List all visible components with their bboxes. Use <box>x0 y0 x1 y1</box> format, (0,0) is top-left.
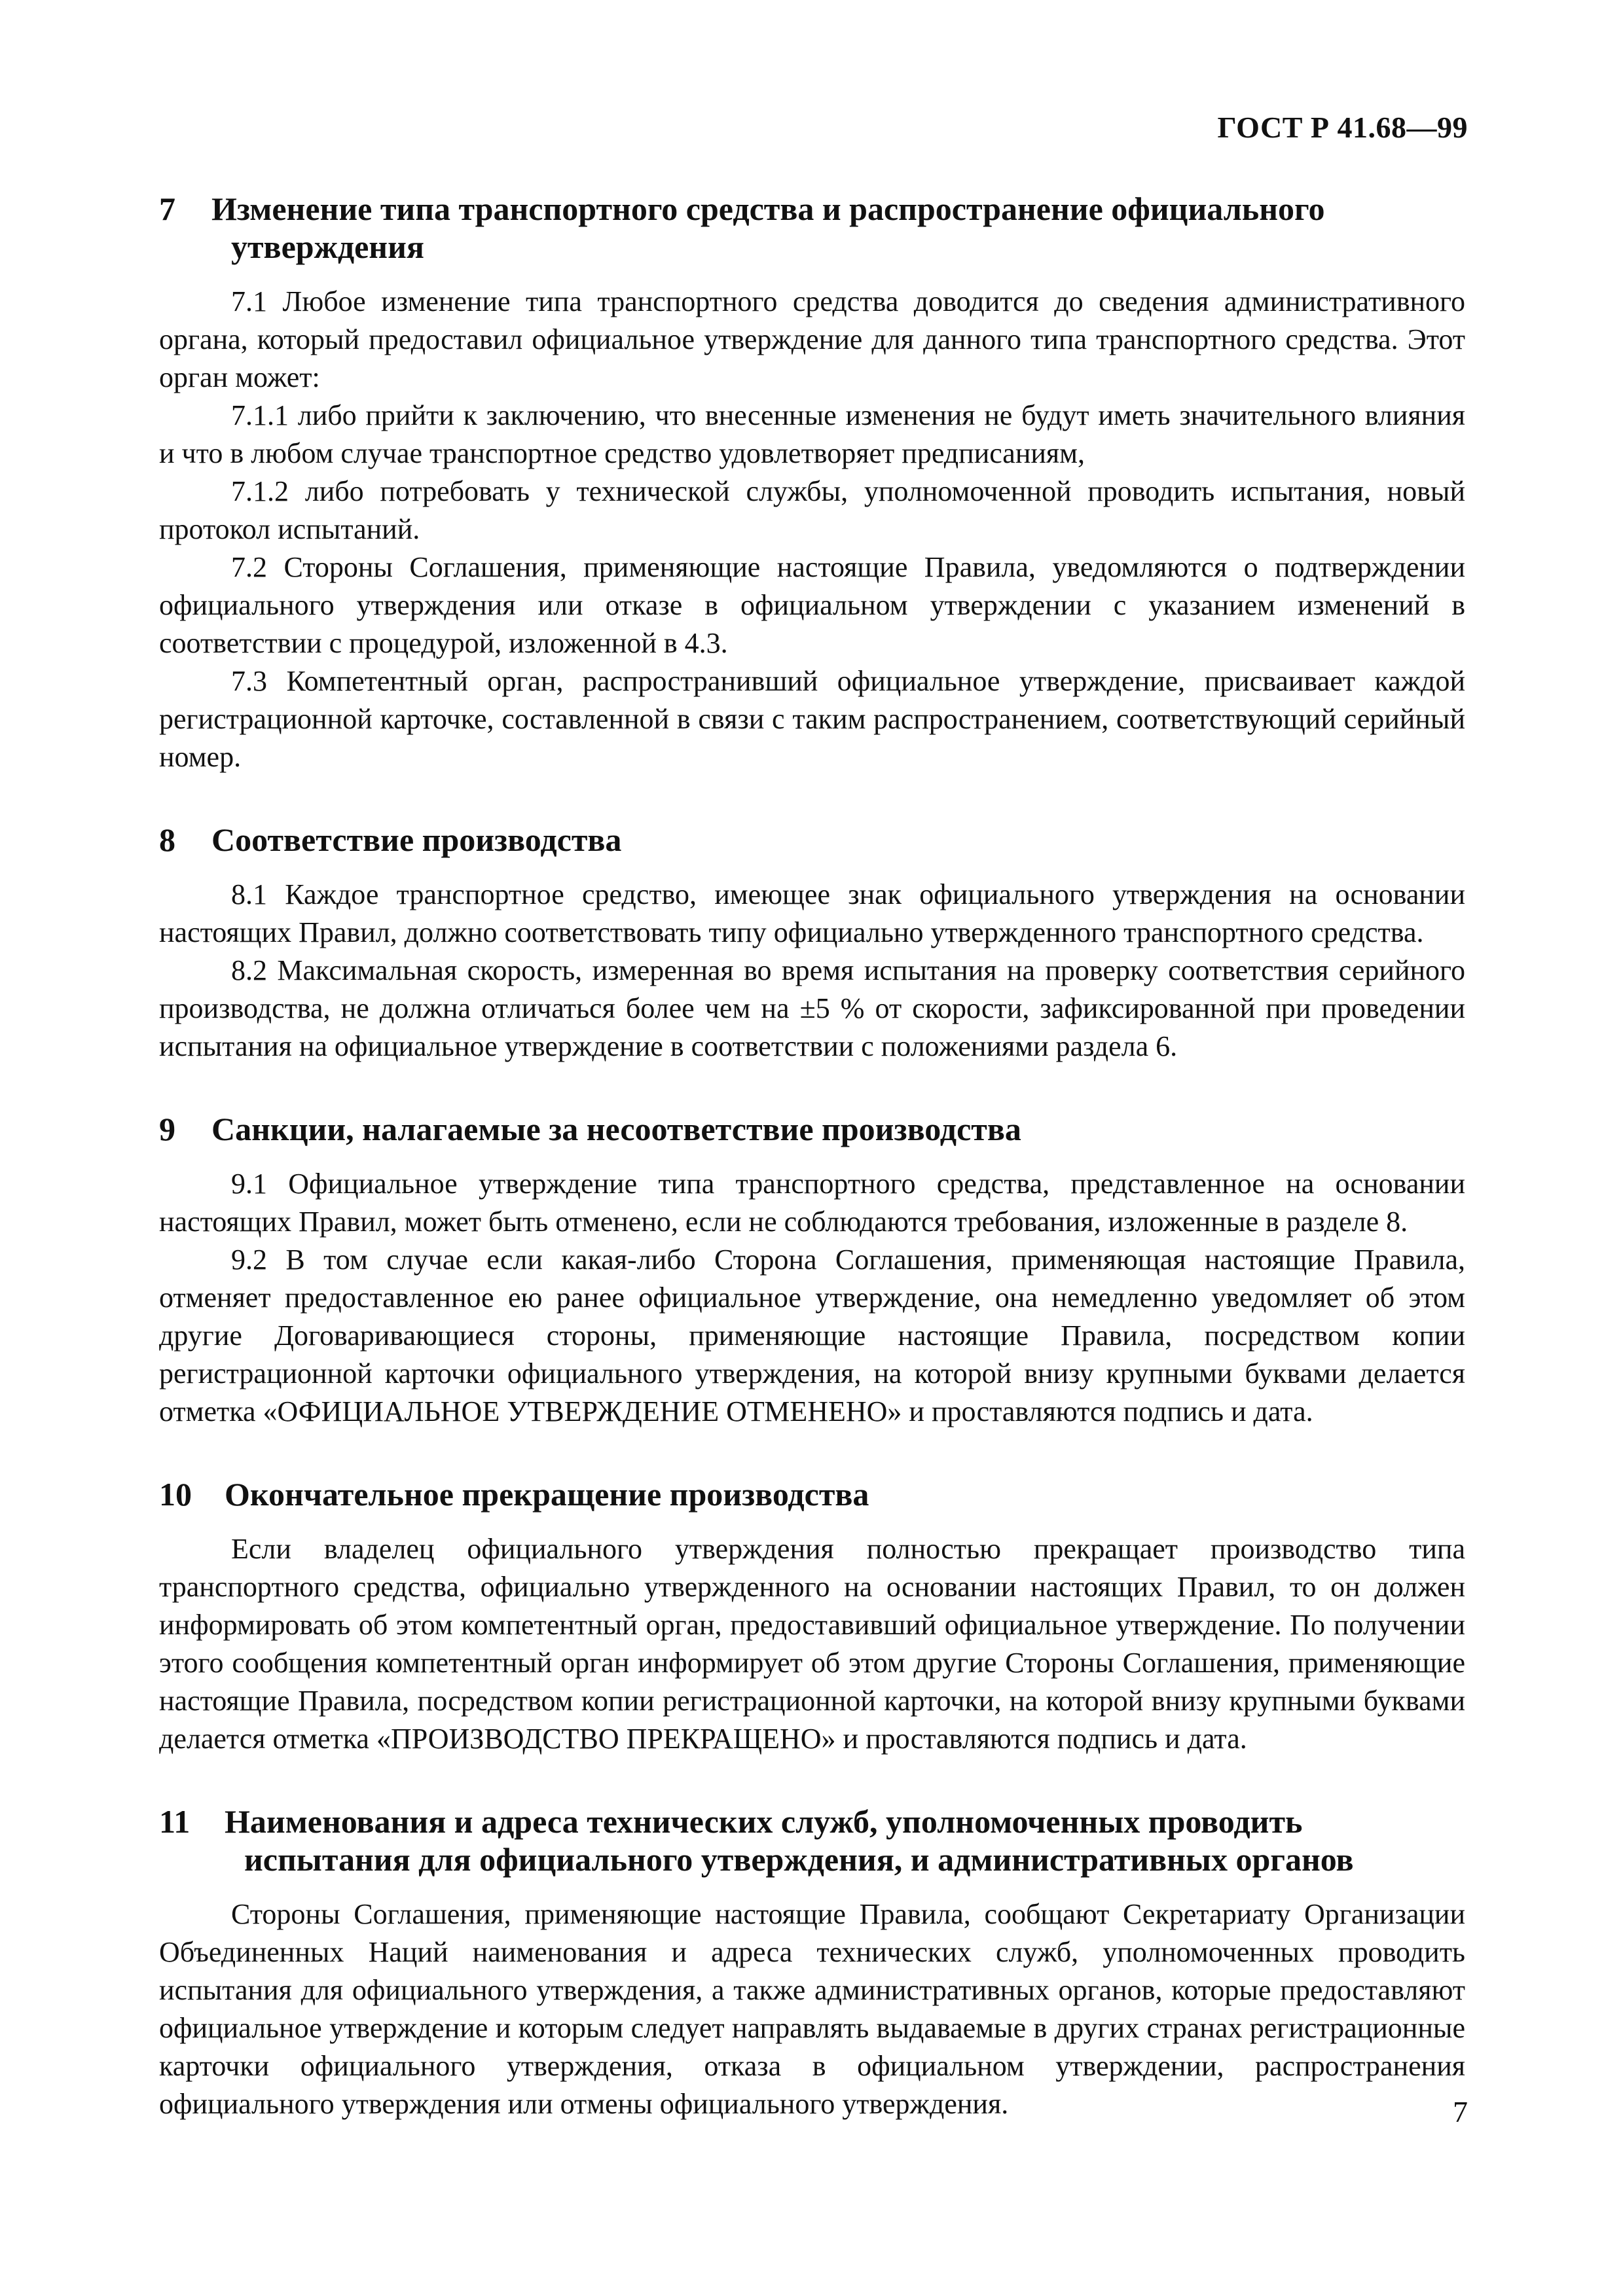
section-title: Санкции, налагаемые за несоответствие производства <box>211 1111 1021 1147</box>
section-heading <box>159 1110 1465 1148</box>
paragraph: 7.1.1 либо прийти к заключению, что внесенные изменения не будут иметь значительного влияния и что в любом случае транспортное средство удовлетворяет предписаниям, <box>159 399 1465 469</box>
section-number: 8 <box>159 821 175 858</box>
section-heading <box>159 821 1465 859</box>
section-number: 10 <box>159 1476 192 1513</box>
paragraph: 7.1 Любое изменение типа транспортного средства доводится до сведения административного органа, который предоставил официальное утверждение для данного типа транспортного средства. Этот орган может: <box>159 285 1465 393</box>
section-8 <box>159 821 1465 1066</box>
document-code: ГОСТ Р 41.68—99 <box>1217 111 1468 144</box>
paragraph: 7.1.2 либо потребовать у технической службы, уполномоченной проводить испытания, новый протокол испытаний. <box>159 475 1465 545</box>
section-title: Наименования и адреса технических служб, уполномоченных проводить испытания для официального утверждения, и административных органов <box>225 1803 1354 1878</box>
section-number: 7 <box>159 190 175 227</box>
document-body <box>159 190 1465 2168</box>
section-heading <box>159 1475 1465 1513</box>
paragraph: 9.2 В том случае если какая-либо Сторона Соглашения, применяющая настоящие Правила, отменяет предоставленное ею ранее официальное утверждение, она немедленно уведомляет об этом другие Договаривающиеся стороны, применяющие настоящие Правила, посредством копии регистрационной карточки официального утверждения, на которой внизу крупными буквами делается отметка «ОФИЦИАЛЬНОЕ УТВЕРЖДЕНИЕ ОТМЕНЕНО» и проставляются подпись и дата. <box>159 1244 1465 1427</box>
paragraph: 9.1 Официальное утверждение типа транспортного средства, представленное на основании настоящих Правил, может быть отменено, если не соблюдаются требования, изложенные в разделе 8. <box>159 1168 1465 1238</box>
paragraph: 8.2 Максимальная скорость, измеренная во время испытания на проверку соответствия серийного производства, не должна отличаться более чем на ±5 % от скорости, зафиксированной при проведении испытания на официальное утверждение в соответствии с положениями раздела 6. <box>159 954 1465 1062</box>
section-number: 9 <box>159 1111 175 1147</box>
paragraph: 7.2 Стороны Соглашения, применяющие настоящие Правила, уведомляются о подтверждении официального утверждения или отказе в официальном утверждении с указанием изменений в соответствии с процедурой, изложенной в 4.3. <box>159 551 1465 659</box>
paragraph: Стороны Соглашения, применяющие настоящие Правила, сообщают Секретариату Организации Объединенных Наций наименования и адреса технических служб, уполномоченных проводить испытания для официального утверждения, а также административных органов, которые предоставляют официальное утверждение и которым следует направлять выдаваемые в других странах регистрационные карточки официального утверждения, отказа в официальном утверждении, распространения официального утверждения или отмены официального утверждения. <box>159 1898 1465 2120</box>
section-heading <box>159 1803 1465 1878</box>
paragraph: 8.1 Каждое транспортное средство, имеющее знак официального утверждения на основании настоящих Правил, должно соответствовать типу официально утвержденного транспортного средства. <box>159 878 1465 948</box>
section-7 <box>159 190 1465 776</box>
section-title: Изменение типа транспортного средства и распространение официального утверждения <box>211 190 1325 265</box>
paragraph: Если владелец официального утверждения полностью прекращает производство типа транспортного средства, официально утвержденного на основании настоящих Правил, то он должен информировать об этом компетентный орган, предоставивший официальное утверждение. По получении этого сообщения компетентный орган информирует об этом другие Стороны Соглашения, применяющие настоящие Правила, посредством копии регистрационной карточки, на которой внизу крупными буквами делается отметка «ПРОИЗВОДСТВО ПРЕКРАЩЕНО» и проставляются подпись и дата. <box>159 1533 1465 1755</box>
section-11 <box>159 1803 1465 2123</box>
section-heading <box>159 190 1465 266</box>
section-title: Соответствие производства <box>211 821 622 858</box>
section-number: 11 <box>159 1803 191 1840</box>
section-title: Окончательное прекращение производства <box>225 1476 869 1513</box>
section-10 <box>159 1475 1465 1758</box>
paragraph: 7.3 Компетентный орган, распространивший официальное утверждение, присваивает каждой регистрационной карточке, составленной в связи с таким распространением, соответствующий серийный номер. <box>159 665 1465 773</box>
page-number: 7 <box>1453 2095 1468 2128</box>
section-9 <box>159 1110 1465 1431</box>
